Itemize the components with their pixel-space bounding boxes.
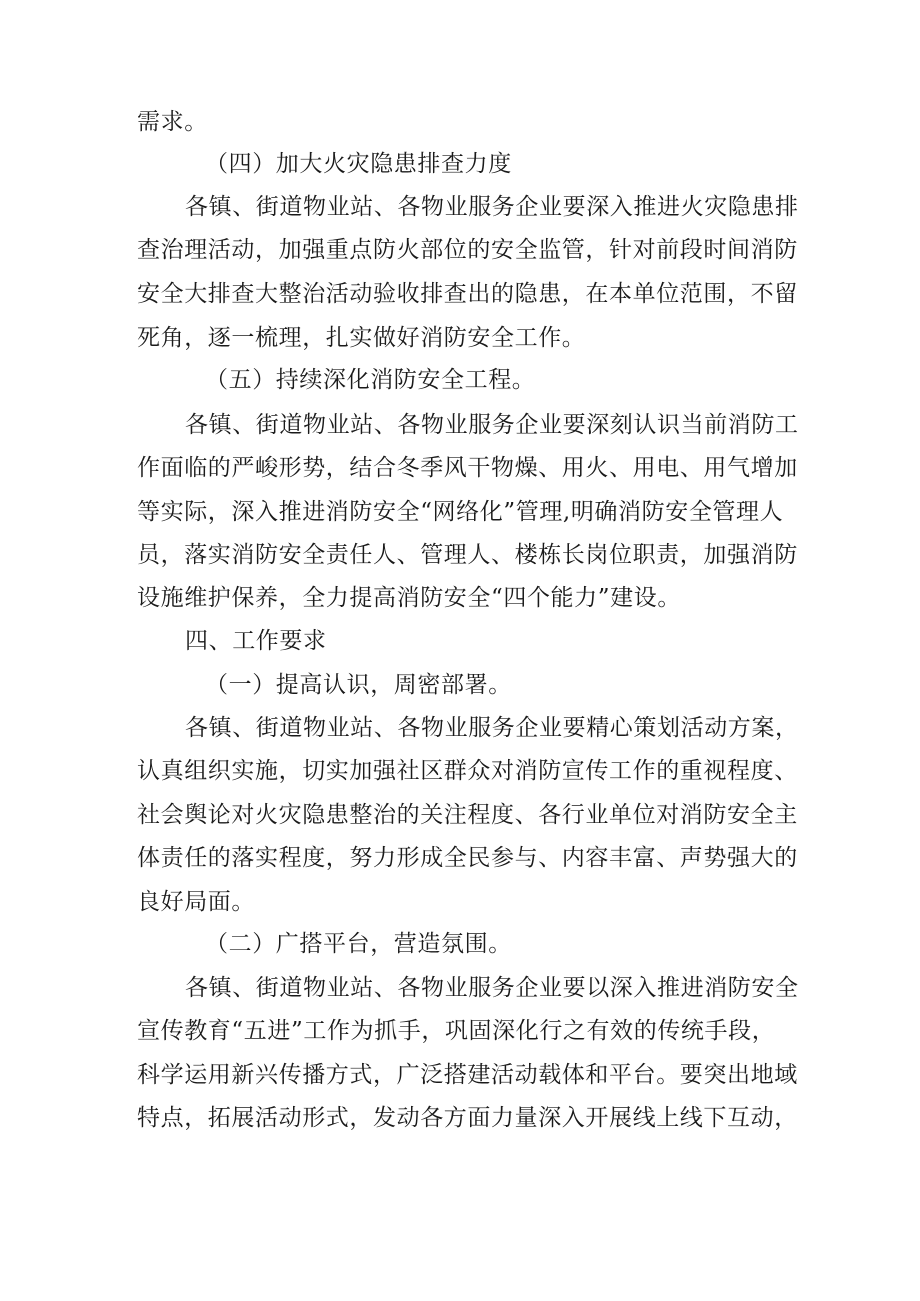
paragraph-line: 员，落实消防安全责任人、管理人、楼栋长岗位职责，加强消防 (137, 542, 798, 568)
section-heading-5: （五）持续深化消防安全工程。 (205, 367, 536, 393)
paragraph-line: 科学运用新兴传播方式，广泛搭建活动载体和平台。要突出地域 (137, 1062, 798, 1088)
section-heading-2: （二）广搭平台，营造氛围。 (205, 931, 512, 957)
paragraph-line: 各镇、街道物业站、各物业服务企业要深刻认识当前消防工 (185, 412, 799, 438)
paragraph-line: 宣传教育“五进”工作为抓手，巩固深化行之有效的传统手段， (137, 1018, 776, 1044)
paragraph-line: 特点，拓展活动形式，发动各方面力量深入开展线上线下互动， (137, 1105, 798, 1131)
section-heading-main: 四、工作要求 (185, 628, 327, 654)
paragraph-line: 各镇、街道物业站、各物业服务企业要深入推进火灾隐患排 (185, 194, 799, 220)
paragraph-line: 设施维护保养，全力提高消防安全“四个能力”建设。 (137, 585, 681, 611)
paragraph-line: 作面临的严峻形势，结合冬季风干物燥、用火、用电、用气增加 (137, 455, 798, 481)
paragraph-line: 认真组织实施，切实加强社区群众对消防宣传工作的重视程度、 (137, 758, 798, 784)
text-line-1: 需求。 (137, 109, 208, 135)
paragraph-line: 各镇、街道物业站、各物业服务企业要以深入推进消防安全 (185, 975, 799, 1001)
section-heading-4: （四）加大火灾隐患排查力度 (205, 151, 512, 177)
paragraph-line: 良好局面。 (137, 889, 255, 915)
paragraph-line: 体责任的落实程度，努力形成全民参与、内容丰富、声势强大的 (137, 845, 798, 871)
paragraph-line: 查治理活动，加强重点防火部位的安全监管，针对前段时间消防 (137, 237, 798, 263)
paragraph-line: 安全大排查大整治活动验收排查出的隐患，在本单位范围，不留 (137, 281, 798, 307)
paragraph-line: 各镇、街道物业站、各物业服务企业要精心策划活动方案， (185, 715, 799, 741)
paragraph-line: 死角，逐一梳理，扎实做好消防安全工作。 (137, 325, 586, 351)
paragraph-line: 等实际，深入推进消防安全“网络化”管理,明确消防安全管理人 (137, 499, 784, 525)
section-heading-1: （一）提高认识，周密部署。 (205, 672, 512, 698)
paragraph-line: 社会舆论对火灾隐患整治的关注程度、各行业单位对消防安全主 (137, 802, 798, 828)
